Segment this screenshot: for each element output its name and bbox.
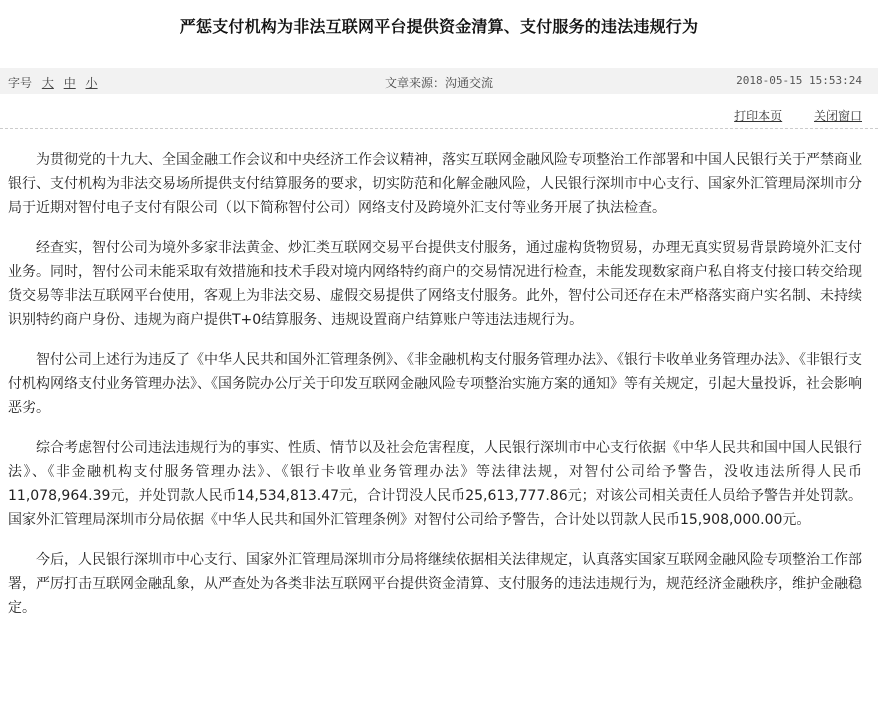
article-paragraph: 综合考虑智付公司违法违规行为的事实、性质、情节以及社会危害程度，人民银行深圳市中心支行依据《中华人民共和国中国人民银行法》、《非金融机构支付服务管理办法》、《银行卡收单业务管理办法》等法律法规，对智付公司给予警告，没收违法所得人民币11,078,964.39元，并处罚款人民币14,534,813.47元，合计罚没人民币25,613,777.86元；对该公司相关责任人员给予警告并处罚款。国家外汇管理局深圳市分局依据《中华人民共和国外汇管理条例》对智付公司给予警告，合计处以罚款人民币15,908,000.00元。 xyxy=(8,440,862,528)
font-size-small-link[interactable]: 小 xyxy=(85,76,98,90)
article-actions xyxy=(706,107,862,124)
article-paragraph: 智付公司上述行为违反了《中华人民共和国外汇管理条例》、《非金融机构支付服务管理办法》、《银行卡收单业务管理办法》、《非银行支付机构网络支付业务管理办法》、《国务院办公厅关于印发互联网金融风险专项整治实施方案的通知》等有关规定，引起大量投诉，社会影响恶劣。 xyxy=(8,352,862,416)
article-meta-bar xyxy=(0,68,878,94)
font-size-medium-link[interactable]: 中 xyxy=(63,76,76,90)
close-window-link[interactable]: 关闭窗口 xyxy=(813,109,862,123)
page-title: 严惩支付机构为非法互联网平台提供资金清算、支付服务的违法违规行为 xyxy=(179,17,699,36)
article-paragraph: 为贯彻党的十九大、全国金融工作会议和中央经济工作会议精神，落实互联网金融风险专项整治工作部署和中国人民银行关于严禁商业银行、支付机构为非法交易场所提供支付结算服务的要求，切实防范和化解金融风险，人民银行深圳市中心支行、国家外汇管理局深圳市分局于近期对智付电子支付有限公司（以下简称智付公司）网络支付及跨境外汇支付等业务开展了执法检查。 xyxy=(8,152,862,216)
font-size-label: 字号 xyxy=(8,76,33,90)
print-page-link[interactable]: 打印本页 xyxy=(734,109,783,123)
article-paragraph: 今后，人民银行深圳市中心支行、国家外汇管理局深圳市分局将继续依据相关法律规定，认真落实国家互联网金融风险专项整治工作部署，严厉打击互联网金融乱象，从严查处为各类非法互联网平台提供资金清算、支付服务的违法违规行为，规范经济金融秩序，维护金融稳定。 xyxy=(8,552,862,616)
article-source: 文章来源：沟通交流 xyxy=(384,76,493,90)
publish-timestamp: 2018-05-15 15:53:24 xyxy=(736,74,862,87)
article-paragraph: 经查实，智付公司为境外多家非法黄金、炒汇类互联网交易平台提供支付服务，通过虚构货物贸易，办理无真实贸易背景跨境外汇支付业务。同时，智付公司未能采取有效措施和技术手段对境内网络特约商户的交易情况进行检查，未能发现数家商户私自将支付接口转交给现货交易等非法互联网平台使用，客观上为非法交易、虚假交易提供了网络支付服务。此外，智付公司还存在未严格落实商户实名制、未持续识别特约商户身份、违规为商户提供T+0结算服务、违规设置商户结算账户等违法违规行为。 xyxy=(8,240,862,328)
header-divider xyxy=(0,128,878,130)
font-size-large-link[interactable]: 大 xyxy=(41,76,54,90)
article-body xyxy=(8,148,862,636)
